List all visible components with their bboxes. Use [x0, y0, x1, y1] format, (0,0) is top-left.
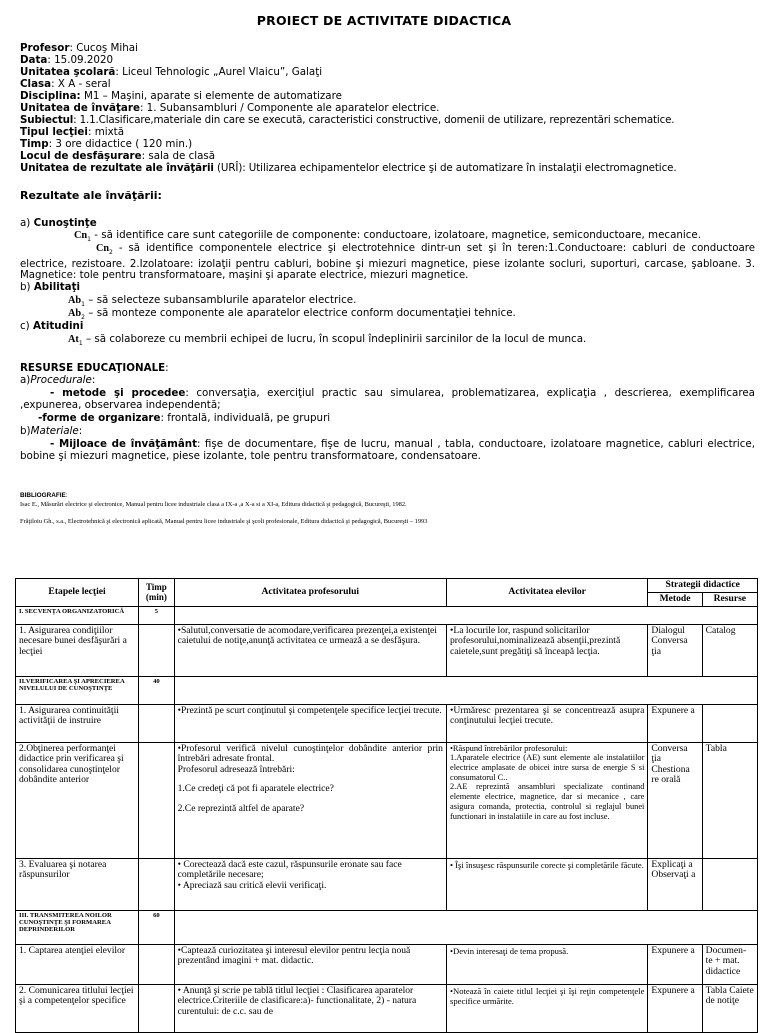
col-header-elevi: Activitatea elevilor [446, 579, 647, 607]
ab1-line: $Ab_1$ – să selecteze subansamblurile aparatelor electrice. [68, 294, 357, 309]
header-clasa: Clasa: X A - seral [20, 78, 111, 90]
forme-line: -forme de organizare: frontală, individuală, pe grupuri [38, 412, 331, 424]
col-header-metode: Metode [648, 593, 702, 607]
section-row-1 [16, 606, 758, 624]
col-header-timp: Timp (min) [139, 579, 174, 607]
results-heading: Rezultate ale învăţării: [20, 189, 162, 202]
section-row-3 [16, 910, 758, 944]
mijloace-paragraph: - Mijloace de învăţământ: fişe de documentare, fişe de lucru, manual , tabla, conductoare, izolatoare magnetice, cabluri electrice, bobine şi miezuri magnetice, piese izolante, tole pentru transformatoare, condensatoare. [20, 438, 755, 462]
section-row-2 [16, 676, 758, 704]
ab2-line: $Ab_2$ – să monteze componente ale aparatelor electrice conform documentaţiei tehnice. [68, 307, 516, 322]
col-header-profesor: Activitatea profesorului [174, 579, 446, 607]
header-disciplina: Disciplina: M1 – Maşini, aparate si elemente de automatizare [20, 90, 342, 102]
results-c-label: c) Atitudini [20, 320, 84, 332]
section-time: 40 [139, 676, 174, 704]
header-data: Data: 15.09.2020 [20, 54, 114, 66]
resources-a-label: a)Procedurale: [20, 374, 96, 386]
section-time: 60 [139, 910, 174, 944]
table-row: 2.Obţinerea performanţei didactice prin verificarea şi consolidarea cunoştinţelor dobândite anterior •Profesorul verifică nivelul cunoştinţelor dobândite anterior prin întrebări adresate frontal. Profesorul adresează întrebări: 1.Ce credeţi că pot fi aparatele electrice? 2.Ce reprezintă altfel de aparate? •Răspund întrebărilor profesorului: 1.Aparatele electrice (AE) sunt elemente ale instalatiilor electrice amplasate de obicei intre sursa de energie S si consumatorul C.. 2.AE reprezintă ansambluri specializate continand elemente electrice, magnetice, dar si mecanice , care asigura comanda, protectia, controlul si reglajul bunei functionari in instalatiile in care au fost incluse. Conversa ţia Chestiona re orală Tabla [16, 742, 758, 858]
document-title: PROIECT DE ACTIVITATE DIDACTICA [256, 13, 512, 28]
bibliography-item-1: Isac E., Măsurări electrice şi electronice, Manual pentru licee industriale clasa a IX-a ,a X-a si a XI-a, Editura didactică şi pedagogică, Bucureşti, 1982. [20, 501, 407, 508]
col-header-resurse: Resurse [702, 593, 757, 607]
section-time: 5 [139, 606, 174, 624]
header-timp: Timp: 3 ore didactice ( 120 min.) [20, 138, 193, 150]
section-title: III. TRANSMITEREA NOILOR CUNOŞTINŢE ŞI FORMAREA DEPRINDERILOR [16, 910, 139, 944]
col-header-etape: Etapele lecţiei [16, 579, 139, 607]
table-row: 1. Captarea atenţiei elevilor •Captează curiozitatea şi interesul elevilor pentru lecţia nouă prezentând imagini + mat. didactic. •Devin interesaţi de tema propusă. Expunere a Documen- te + mat. didactice [16, 944, 758, 984]
results-b-label: b) Abilitaţi [20, 281, 81, 293]
header-uri: Unitatea de rezultate ale învăţării (URÎ): Utilizarea echipamentelor electrice şi de automatizare în instalaţii electromagnetice. [20, 162, 677, 174]
resources-b-label: b)Materiale: [20, 425, 83, 437]
resources-heading: RESURSE EDUCAŢIONALE: [20, 362, 169, 374]
header-subiectul: Subiectul: 1.1.Clasificare,materiale din care se execută, caracteristici constructive, domenii de utilizare, reprezentări schematice. [20, 114, 675, 126]
col-header-strategii: Strategii didactice [648, 579, 758, 593]
table-row: 1. Asigurarea continuităţii activităţii de instruire •Prezintă pe scurt conţinutul şi competenţele specifice lecţiei trecute. •Urmăresc prezentarea şi se concentrează asupra conţinutului lecţiei trecute. Expunere a [16, 704, 758, 742]
header-unitatea-scolara: Unitatea şcolară: Liceul Tehnologic „Aurel Vlaicu”, Galaţi [20, 66, 323, 78]
cn2-paragraph: $Cn_2$ - să identifice componentele electrice şi electrotehnice dintr-un set şi în teren:1.Conductoare: cabluri de conductoare electrice, rezistoare. 2.Izolatoare: izolaţii pentru cabluri, bobine şi miezuri magnetice, piese izolante socluri, suporturi, carcase, şabloane. 3. Magnetice: tole pentru transformatoare, maşini şi aparate electrice, miezuri magnetice. [20, 243, 755, 282]
header-profesor: Profesor: Cucoş Mihai [20, 42, 138, 54]
header-unitatea-invatare: Unitatea de învăţare: 1. Subansambluri / Componente ale aparatelor electrice. [20, 102, 440, 114]
cn1-line: $Cn_1$ - să identifice care sunt categoriile de componente: conductoare, izolatoare, magnetice, semiconductoare, mecanice. [74, 229, 702, 244]
section-title: I. SECVENŢA ORGANIZATORICĂ [16, 606, 139, 624]
header-locul: Locul de desfăşurare: sala de clasă [20, 150, 216, 162]
bibliography-heading: BIBLIOGRAFIE: [20, 492, 68, 499]
table-row: 3. Evaluarea şi notarea răspunsurilor • Corectează dacă este cazul, răspunsurile eronate sau face completările necesare; • Apreciază sau critică elevii verificaţi. • Îşi însuşesc răspunsurile corecte şi completările făcute. Explicaţi a Observaţi a [16, 858, 758, 910]
table-row: 1. Asigurarea condiţiilor necesare bunei desfăşurări a lecţiei •Salutul,conversatie de acomodare,verificarea prezenţei,a existenţei caietului de notiţe,anunţă activitatea ce urmează a se desfăşura. •La locurile lor, raspund solicitarilor profesorului,nominalizează absenţii,prezintă caietele,sunt pregătiţi să înceapă lecţia. Dialogul Conversa ţia Catalog [16, 624, 758, 676]
bibliography-item-2: Frăţiloiu Gh., s.a., Electrotehnică şi electronică aplicată, Manual pentru licee industriale şi şcoli profesionale, Editura didactică şi pedagogică, Bucureşti – 1993 [20, 518, 428, 525]
section-title: II.VERIFICAREA ŞI APRECIEREA NIVELULUI DE CUNOŞTINŢE [16, 676, 139, 704]
metode-paragraph: - metode şi procedee: conversaţia, exerciţiul practic sau simularea, problematizarea, explicaţia , descrierea, exemplificarea ,expunerea, observarea independentă; [20, 387, 755, 411]
at1-line: $At_1$ – să colaboreze cu membrii echipei de lucru, în scopul îndeplinirii sarcinilor de la locul de munca. [68, 333, 587, 348]
header-tipul-lectiei: Tipul lecţiei: mixtă [20, 126, 125, 138]
lesson-table [15, 578, 758, 1033]
table-row: 2. Comunicarea titlului lecţiei şi a competenţelor specifice • Anunţă şi scrie pe tablă titlul lecţiei : Clasificarea aparatelor electrice.Criteriile de clasificare:a)- functionalitate, 2) - natura curentului: de c.c. sau de •Notează în caiete titlul lecţiei şi îşi reţin competenţele specifice urmărite. Expunere a Tabla Caiete de notiţe [16, 984, 758, 1032]
results-a-label: a) Cunoştinţe [20, 217, 97, 229]
